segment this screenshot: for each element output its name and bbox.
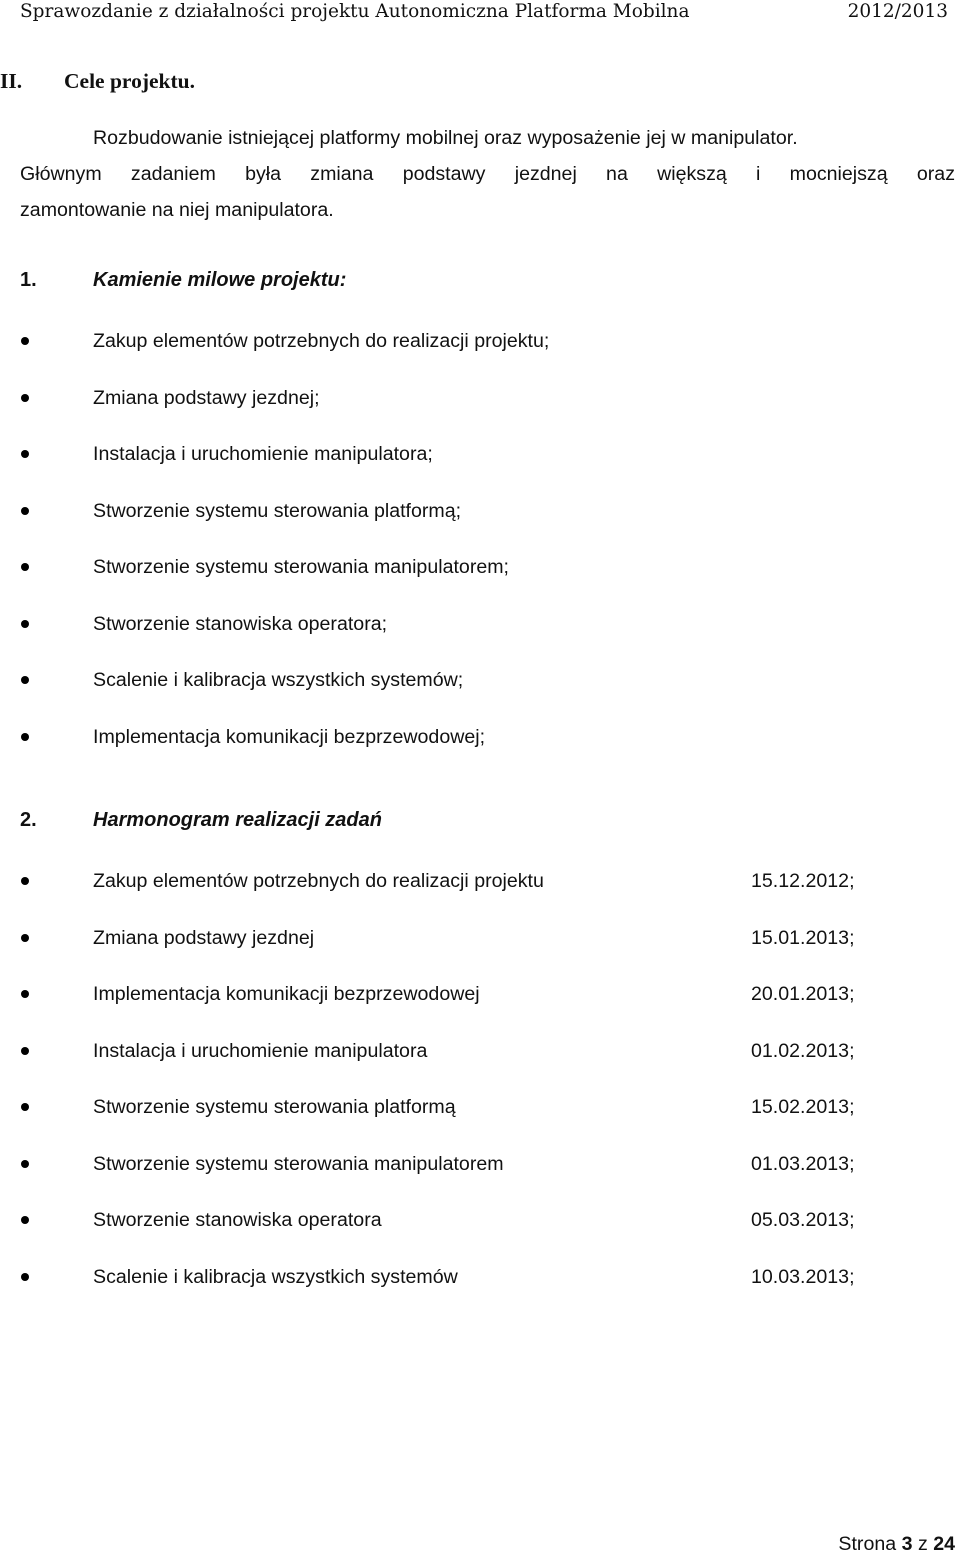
section-title: Cele projektu. [64, 69, 195, 93]
bullet-icon [21, 733, 29, 741]
list-item [20, 609, 920, 639]
table-row [20, 866, 920, 896]
list-item [20, 552, 920, 582]
bullet-icon [21, 620, 29, 628]
task-date: 10.03.2013; [751, 1265, 855, 1288]
table-row [20, 979, 920, 1009]
footer-total: 24 [933, 1533, 955, 1555]
task-date: 15.12.2012; [751, 870, 855, 892]
milestone-label: Stworzenie stanowiska operatora; [93, 612, 388, 635]
bullet-icon [21, 507, 29, 515]
bullet-icon [21, 450, 29, 458]
table-row [20, 1036, 920, 1066]
bullet-icon [21, 990, 29, 998]
list-item [20, 383, 920, 413]
table-row [20, 1205, 920, 1235]
task-date: 01.02.2013; [751, 1039, 855, 1062]
milestone-label: Instalacja i uruchomienie manipulatora; [93, 443, 433, 465]
milestone-label: Stworzenie systemu sterowania manipulatorem; [93, 556, 510, 578]
task-label: Stworzenie stanowiska operatora [93, 1209, 382, 1231]
bullet-icon [21, 1273, 29, 1281]
list-item [20, 439, 920, 469]
bullet-icon [21, 1216, 29, 1224]
schedule-number: 2. [20, 809, 37, 831]
page-header [20, 0, 948, 28]
task-label: Instalacja i uruchomienie manipulatora [93, 1039, 428, 1062]
intro-line-3: zamontowanie na niej manipulatora. [20, 199, 334, 221]
list-item [20, 665, 920, 695]
milestone-label: Stworzenie systemu sterowania platformą; [93, 499, 462, 522]
task-date: 20.01.2013; [751, 983, 855, 1005]
milestones-number: 1. [20, 269, 37, 291]
footer-of: z [917, 1533, 928, 1555]
milestone-label: Scalenie i kalibracja wszystkich systemów; [93, 669, 464, 691]
bullet-icon [21, 1047, 29, 1055]
schedule-title: Harmonogram realizacji zadań [93, 809, 382, 831]
task-label: Scalenie i kalibracja wszystkich systemów [93, 1265, 458, 1288]
bullet-icon [21, 676, 29, 684]
task-date: 15.02.2013; [751, 1096, 855, 1118]
task-label: Zakup elementów potrzebnych do realizacji projektu [93, 870, 544, 892]
table-row [20, 1092, 920, 1122]
footer-prefix: Strona [838, 1533, 897, 1555]
bullet-icon [21, 337, 29, 345]
intro-line-1: Rozbudowanie istniejącej platformy mobilnej oraz wyposażenie jej w manipulator. [93, 127, 798, 149]
milestone-label: Implementacja komunikacji bezprzewodowej; [93, 725, 486, 748]
list-item [20, 722, 920, 752]
task-label: Zmiana podstawy jezdnej [93, 926, 315, 949]
milestones-title: Kamienie milowe projektu: [93, 269, 347, 291]
header-title: Sprawozdanie z działalności projektu Autonomiczna Platforma Mobilna [20, 1, 690, 22]
task-date: 05.03.2013; [751, 1209, 855, 1231]
table-row [20, 1262, 920, 1292]
table-row [20, 1149, 920, 1179]
table-row [20, 923, 920, 953]
task-label: Stworzenie systemu sterowania manipulatorem [93, 1152, 504, 1175]
task-label: Implementacja komunikacji bezprzewodowej [93, 983, 480, 1005]
header-year: 2012/2013 [847, 1, 948, 22]
intro-line-2: Głównym zadaniem była zmiana podstawy jezdnej na większą i mocniejszą oraz [20, 163, 955, 185]
section-number: II. [0, 69, 23, 93]
bullet-icon [21, 877, 29, 885]
bullet-icon [21, 934, 29, 942]
milestone-label: Zmiana podstawy jezdnej; [93, 386, 320, 409]
page-footer [838, 1532, 955, 1556]
bullet-icon [21, 563, 29, 571]
task-date: 15.01.2013; [751, 926, 855, 949]
list-item [20, 326, 920, 356]
footer-page: 3 [901, 1533, 913, 1555]
list-item [20, 496, 920, 526]
bullet-icon [21, 1160, 29, 1168]
task-label: Stworzenie systemu sterowania platformą [93, 1096, 456, 1118]
task-date: 01.03.2013; [751, 1152, 855, 1175]
bullet-icon [21, 394, 29, 402]
milestone-label: Zakup elementów potrzebnych do realizacji projektu; [93, 330, 550, 352]
bullet-icon [21, 1103, 29, 1111]
